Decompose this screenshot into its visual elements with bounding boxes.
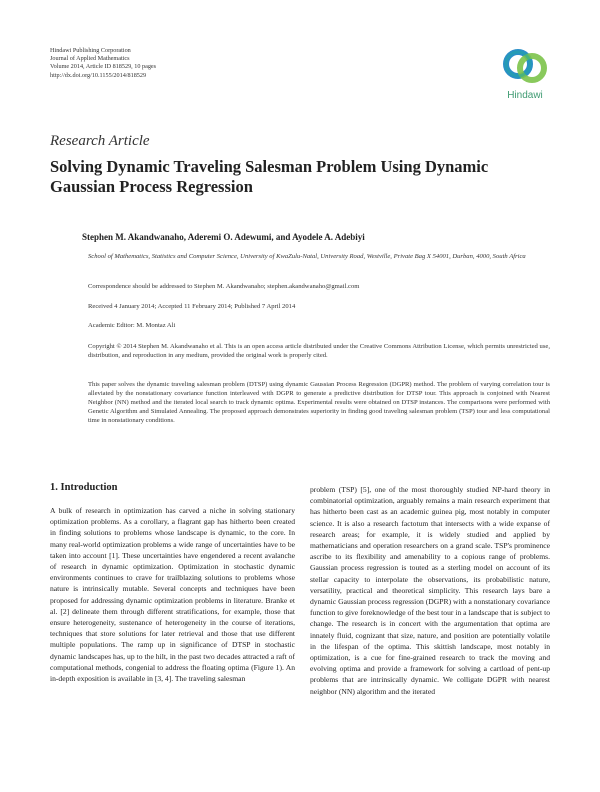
section-heading-introduction: 1. Introduction <box>50 482 118 493</box>
copyright-notice: Copyright © 2014 Stephen M. Akandwanaho et al. This is an open access article distributed under the Creative Commons Attribution License, which permits unrestricted use, distribution, and reproduction in any medium, provided the original work is properly cited. <box>88 343 550 359</box>
author-list: Stephen M. Akandwanaho, Aderemi O. Adewumi, and Ayodele A. Adebiyi <box>82 232 365 242</box>
paper-title: Solving Dynamic Traveling Salesman Problem Using Dynamic Gaussian Process Regression <box>50 157 489 196</box>
article-type: Research Article <box>50 133 150 149</box>
intro-column-right: problem (TSP) [5], one of the most thoroughly studied NP-hard theory in combinatorial optimization, arguably remains a main research experiment that has hitherto been cast as an academic guinea pig, most notably in computer science. It is also a research factotum that intersects with a wide expanse of research areas; for example, it is widely studied and applied by mathematicians and operation researchers on a grand scale. TSP's prominence ascribe to its flexibility and amenability to a copious range of problems. Gaussian process regression is touted as a sterling model on account of its stellar capacity to interpolate the observations, its probabilistic nature, versatility, practical and theoretical simplicity. This research lays bare a dynamic Gaussian process regression (DGPR) with a nonstationary covariance function to give foreknowledge of the best tour in a landscape that is subject to change. The research is in concert with the argumentation that optima are innately fluid, cognizant that size, nature, and position are potentially volatile in the lifespan of the optima. This skittish landscape, most notably in optimization, is a cue for fine-grained research to track the moving and evolving optima and provide a framework for solving a cartload of pent-up problems that are intrinsically dynamic. We colligate DGPR with nearest neighbor (NN) algorithm and the iterated <box>310 485 550 696</box>
publication-info <box>50 47 156 80</box>
hindawi-logo <box>496 46 554 104</box>
publisher-name: Hindawi Publishing Corporation <box>50 47 131 54</box>
hindawi-logo-icon <box>496 46 554 90</box>
affiliation: School of Mathematics, Statistics and Computer Science, University of KwaZulu-Natal, University Road, Westville, Private Bag X 54001, Durban, 4000, South Africa <box>88 253 526 260</box>
hindawi-logo-text: Hindawi <box>507 90 543 101</box>
intro-column-left: A bulk of research in optimization has carved a niche in solving stationary optimization problems. As a corollary, a flagrant gap has hitherto been created in finding solutions to problems whose landscape is dynamic, to the core. In many real-world optimization problems a wide range of uncertainties have to be taken into account [1]. These uncertainties have engendered a recent avalanche of research in dynamic optimization. Optimization in stochastic dynamic environments continues to crave for trailblazing solutions to problems whose nature is intrinsically mutable. Several concepts and techniques have been proposed for addressing dynamic optimization problems in literature. Branke et al. [2] delineate them through different stratifications, for example, those that ensure heterogeneity, sustenance of heterogeneity in the course of iterations, techniques that store solutions for later retrieval and those that use different multiple populations. The ramp up in significance of DTSP in stochastic dynamic landscapes has, up to the hilt, in the past two decades attracted a raft of computational methods, congenial to address the floating optima (Figure 1). An in-depth exposition is available in [3, 4]. The traveling salesman <box>50 506 295 684</box>
correspondence: Correspondence should be addressed to Stephen M. Akandwanaho; stephen.akandwanaho@gmail.com <box>88 283 360 290</box>
abstract: This paper solves the dynamic traveling salesman problem (DTSP) using dynamic Gaussian Process Regression (DGPR) method. The problem of varying correlation tour is alleviated by the nonstationary covariance function interleaved with DGPR to generate a predictive distribution for DTSP tour. This approach is conjoined with Nearest Neighbor (NN) method and the iterated local search to track dynamic optima. Experimental results were obtained on DTSP instances. The comparisons were performed with Genetic Algorithm and Simulated Annealing. The proposed approach demonstrates superiority in finding good traveling salesman problem (TSP) tour and less computational time in nonstationary conditions. <box>88 381 550 424</box>
journal-name: Journal of Applied Mathematics <box>50 55 130 63</box>
academic-editor: Academic Editor: M. Montaz Ali <box>88 322 176 329</box>
publication-dates: Received 4 January 2014; Accepted 11 February 2014; Published 7 April 2014 <box>88 303 296 310</box>
volume-line: Volume 2014, Article ID 818529, 10 pages <box>50 63 157 71</box>
doi-link[interactable]: http://dx.doi.org/10.1155/2014/818529 <box>50 71 147 79</box>
